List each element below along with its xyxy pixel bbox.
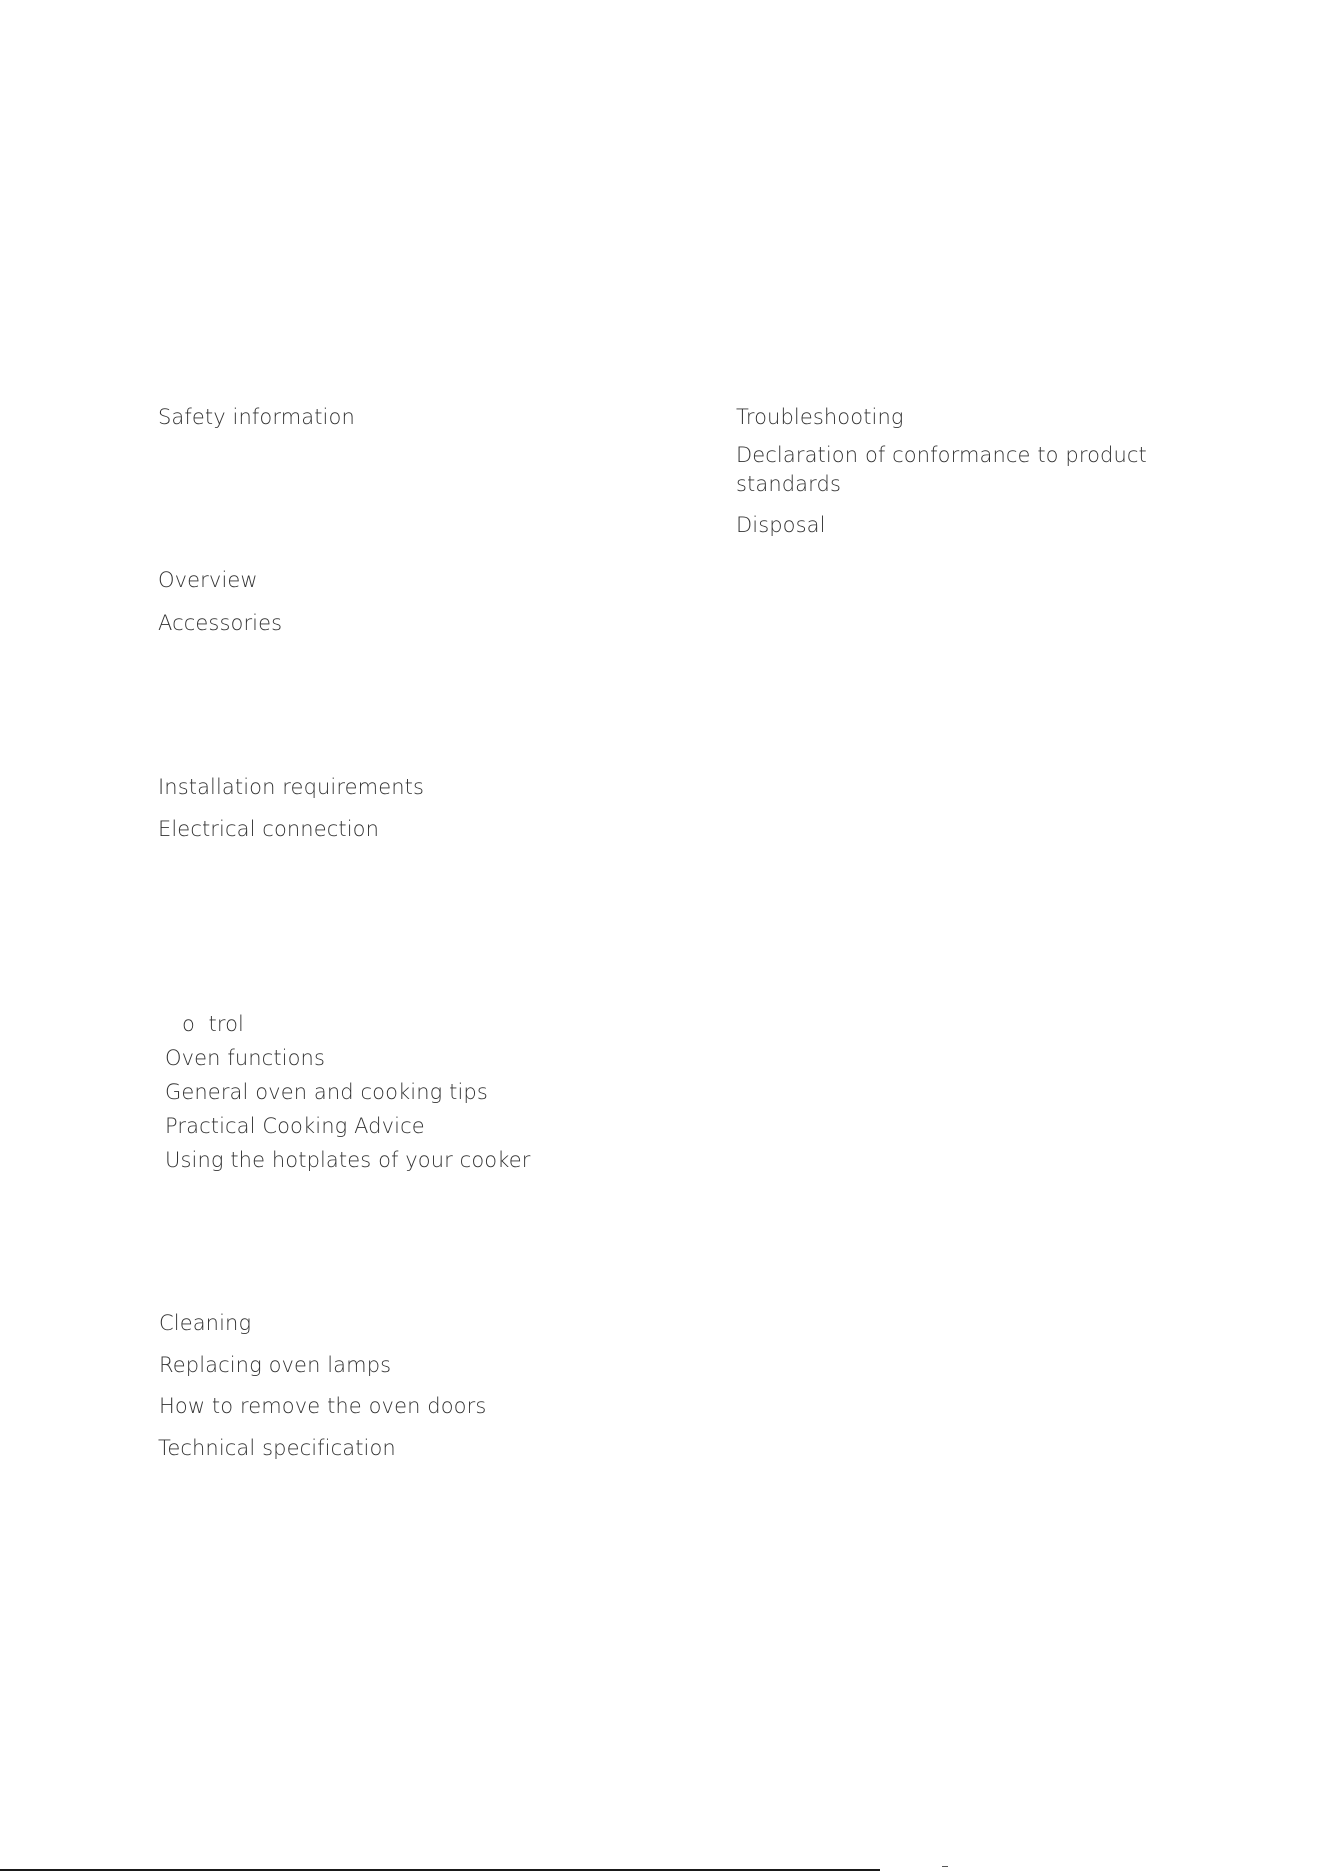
toc-entry-electrical-connection[interactable]: Electrical connection [158, 817, 380, 841]
toc-entry-remove-oven-doors[interactable]: How to remove the oven doors [159, 1394, 487, 1418]
toc-entry-overview[interactable]: Overview [158, 568, 258, 592]
toc-entry-safety-information[interactable]: Safety information [158, 405, 355, 429]
footer-mark [942, 1866, 948, 1871]
toc-entry-practical-cooking-advice[interactable]: Practical Cooking Advice [165, 1114, 425, 1138]
toc-entry-technical-specification[interactable]: Technical specification [158, 1436, 396, 1460]
toc-entry-general-oven-cooking-tips[interactable]: General oven and cooking tips [165, 1080, 488, 1104]
toc-entry-installation-requirements[interactable]: Installation requirements [158, 775, 425, 799]
toc-entry-accessories[interactable]: Accessories [158, 611, 283, 635]
toc-entry-control[interactable]: o trol [182, 1012, 244, 1036]
toc-entry-cleaning[interactable]: Cleaning [159, 1311, 252, 1335]
toc-entry-declaration-of-conformance[interactable]: Declaration of conformance to product standards [736, 443, 1147, 496]
footer-rule [0, 1869, 880, 1871]
toc-entry-replacing-oven-lamps[interactable]: Replacing oven lamps [159, 1353, 392, 1377]
toc-entry-using-hotplates[interactable]: Using the hotplates of your cooker [165, 1148, 531, 1172]
toc-entry-oven-functions[interactable]: Oven functions [165, 1046, 325, 1070]
toc-entry-troubleshooting[interactable]: Troubleshooting [736, 405, 904, 429]
toc-entry-disposal[interactable]: Disposal [736, 513, 826, 537]
